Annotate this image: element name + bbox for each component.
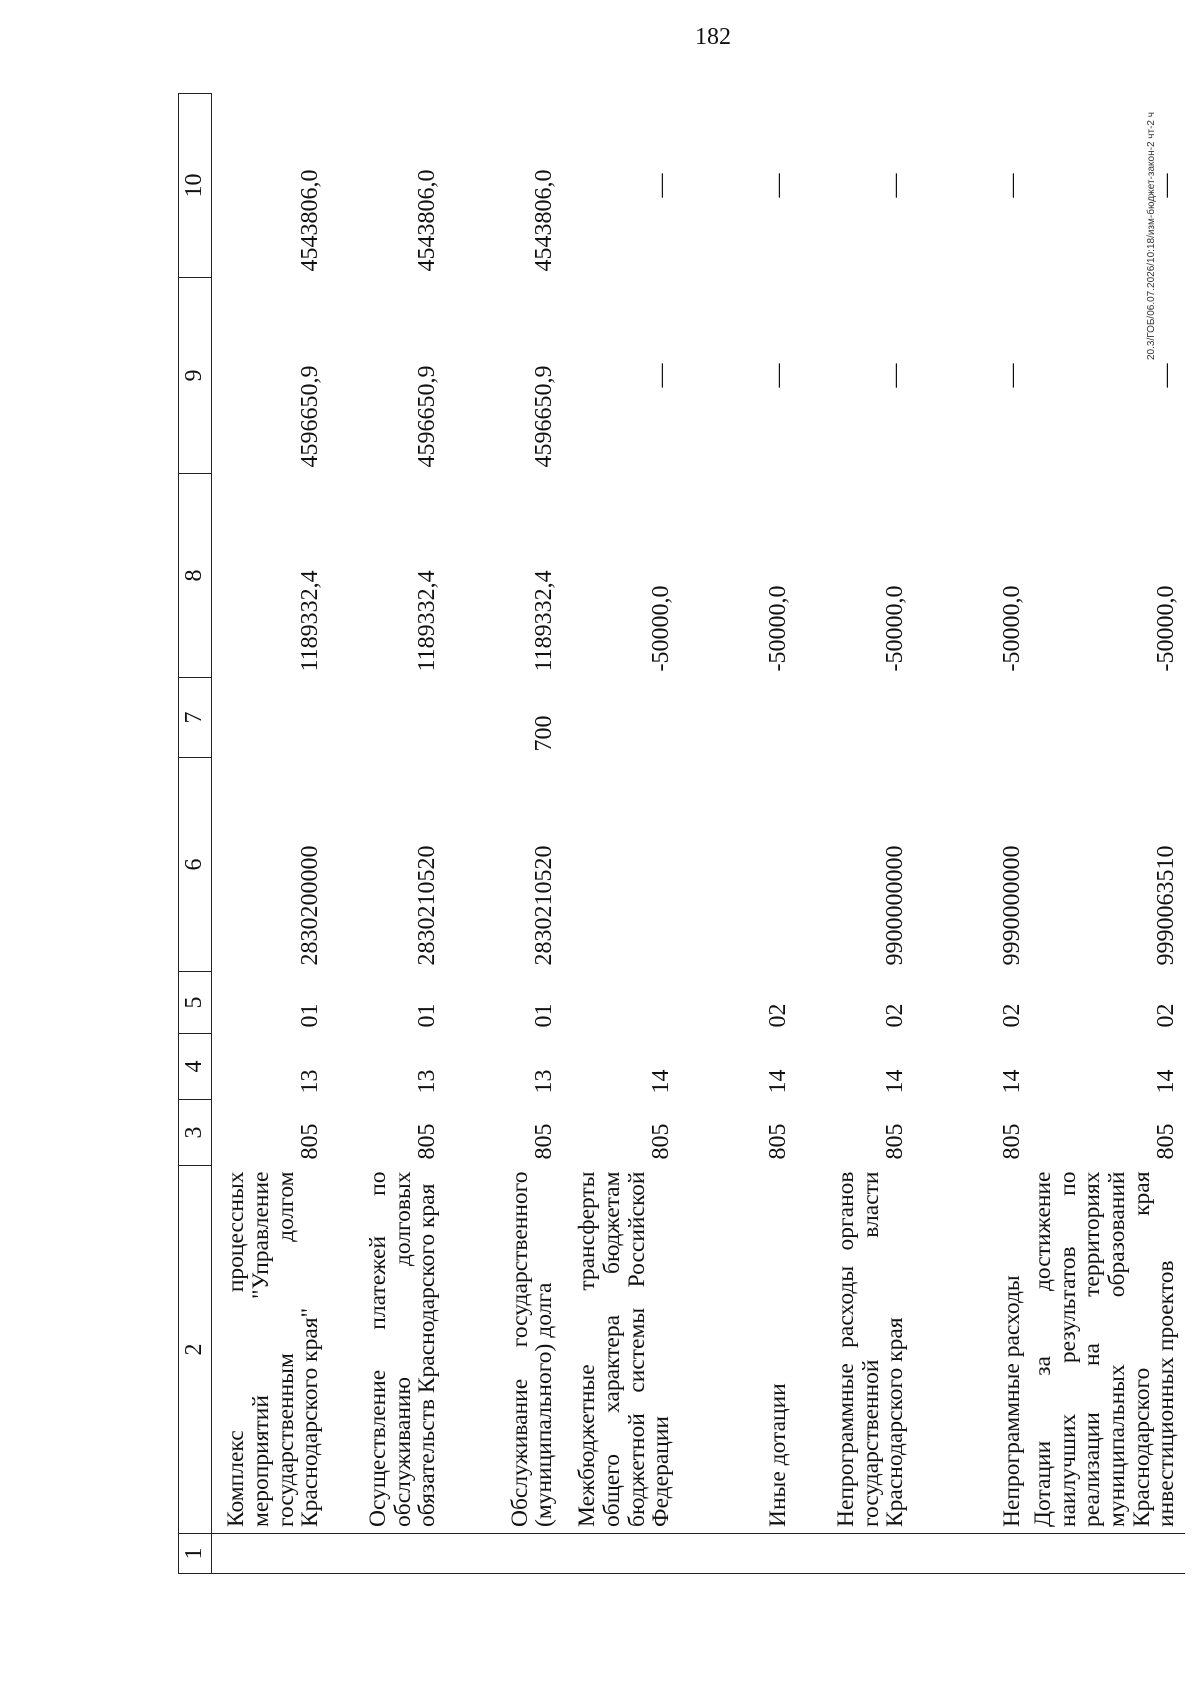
cell-col5 [563, 972, 680, 1034]
column-header: 3 [179, 1100, 212, 1166]
cell-col10: 4543806,0 [296, 169, 323, 272]
cell-col10: — [881, 173, 908, 198]
row-number-cell [914, 1534, 1031, 1574]
cell-col9: — [647, 363, 674, 388]
page-number: 182 [695, 24, 731, 50]
cell-col5: 02 [764, 1003, 791, 1028]
cell-col9: — [1152, 363, 1179, 388]
cell-col8: -50000,0 [1152, 585, 1179, 672]
cell-col9: 4596650,9 [296, 365, 323, 468]
row-name-cell: Иные дотации [765, 1383, 792, 1527]
cell-col6: 9900000000 [881, 845, 908, 966]
cell-col8: -50000,0 [881, 585, 908, 672]
cell-col4: 14 [1152, 1069, 1179, 1094]
document-stamp: 20.3/ГОБ/06.07.2026/10:18/изм-бюджет-закон-2 чт-2 ч [1146, 112, 1157, 360]
cell-col6: 2830210520 [413, 845, 440, 966]
table-header-row [179, 94, 212, 1574]
cell-col10: — [1152, 173, 1179, 198]
table-row [212, 94, 330, 1574]
table-row [1031, 94, 1185, 1574]
cell-col4: 13 [296, 1069, 323, 1094]
cell-col3: 805 [296, 1123, 323, 1160]
cell-col4: 14 [998, 1069, 1025, 1094]
row-number-cell [680, 1534, 797, 1574]
cell-col9: 4596650,9 [530, 365, 557, 468]
cell-col9: 4596650,9 [413, 365, 440, 468]
row-name-cell: Дотации за достижение наилучших результатов по реализации на территориях муниципальных образований Краснодарского края инвестиционных проектов [1030, 1171, 1180, 1527]
cell-col4: 14 [764, 1069, 791, 1094]
cell-col7 [680, 678, 797, 758]
cell-col3: 805 [530, 1123, 557, 1160]
cell-col6: 2830200000 [296, 845, 323, 966]
cell-col9: — [881, 363, 908, 388]
row-number-cell [1031, 1534, 1185, 1574]
row-name-cell: Осуществление платежей по обслуживанию долговых обязательств Краснодарского края [364, 1171, 441, 1527]
cell-col3: 805 [647, 1123, 674, 1160]
cell-col3: 805 [413, 1123, 440, 1160]
cell-col6: 9990000000 [998, 845, 1025, 966]
cell-col7 [563, 678, 680, 758]
cell-col7 [212, 678, 330, 758]
cell-col9: — [998, 363, 1025, 388]
budget-table [178, 93, 1185, 1574]
cell-col6 [563, 758, 680, 972]
column-header: 2 [179, 1166, 212, 1534]
row-number-cell [329, 1534, 446, 1574]
cell-col4: 13 [530, 1069, 557, 1094]
cell-col8: 1189332,4 [413, 570, 440, 672]
cell-col6 [680, 758, 797, 972]
cell-col8: -50000,0 [647, 585, 674, 672]
cell-col10: — [647, 173, 674, 198]
cell-col5: 01 [296, 1003, 323, 1028]
cell-col10: 4543806,0 [413, 169, 440, 272]
table-row [680, 94, 797, 1574]
cell-col5: 02 [881, 1003, 908, 1028]
cell-col5: 01 [413, 1003, 440, 1028]
table-row [563, 94, 680, 1574]
row-name-cell: Непрограммные расходы [999, 1275, 1026, 1527]
cell-col4: 14 [881, 1069, 908, 1094]
column-header: 5 [179, 972, 212, 1034]
cell-col7: 700 [530, 715, 557, 752]
cell-col7 [797, 678, 914, 758]
row-name-cell: Непрограммные расходы органов государственной власти Краснодарского края [832, 1171, 909, 1527]
cell-col7 [329, 678, 446, 758]
cell-col10: — [998, 173, 1025, 198]
cell-col9: — [764, 363, 791, 388]
column-header: 4 [179, 1034, 212, 1100]
column-header: 8 [179, 474, 212, 678]
row-name-cell: Обслуживание государственного (муниципального) долга [506, 1171, 558, 1527]
cell-col10: 4543806,0 [530, 169, 557, 272]
column-header: 9 [179, 278, 212, 474]
table-row [446, 94, 563, 1574]
cell-col3: 805 [998, 1123, 1025, 1160]
row-number-cell [446, 1534, 563, 1574]
cell-col5: 02 [998, 1003, 1025, 1028]
cell-col8: -50000,0 [998, 585, 1025, 672]
cell-col5: 02 [1152, 1003, 1179, 1028]
cell-col7 [914, 678, 1031, 758]
cell-col7 [1031, 678, 1185, 758]
table-row [914, 94, 1031, 1574]
row-name-cell: Комплекс процессных мероприятий "Управление государственным долгом Краснодарского края" [223, 1171, 324, 1527]
cell-col4: 13 [413, 1069, 440, 1094]
cell-col8: 1189332,4 [296, 570, 323, 672]
cell-col6: 2830210520 [530, 845, 557, 966]
cell-col6: 9990063510 [1152, 845, 1179, 966]
cell-col3: 805 [764, 1123, 791, 1160]
cell-col10: — [764, 173, 791, 198]
row-number-cell [212, 1534, 330, 1574]
cell-col3: 805 [881, 1123, 908, 1160]
row-number-cell [797, 1534, 914, 1574]
column-header: 6 [179, 758, 212, 972]
column-header: 10 [179, 94, 212, 278]
cell-col8: 1189332,4 [530, 570, 557, 672]
table-row [329, 94, 446, 1574]
cell-col8: -50000,0 [764, 585, 791, 672]
table-row [797, 94, 914, 1574]
cell-col5: 01 [530, 1003, 557, 1028]
row-name-cell: Межбюджетные трансферты общего характера бюджетам бюджетной системы Российской Федерации [574, 1171, 675, 1527]
column-header: 7 [179, 678, 212, 758]
cell-col4: 14 [647, 1069, 674, 1094]
row-number-cell [563, 1534, 680, 1574]
column-header: 1 [179, 1534, 212, 1574]
cell-col3: 805 [1152, 1123, 1179, 1160]
